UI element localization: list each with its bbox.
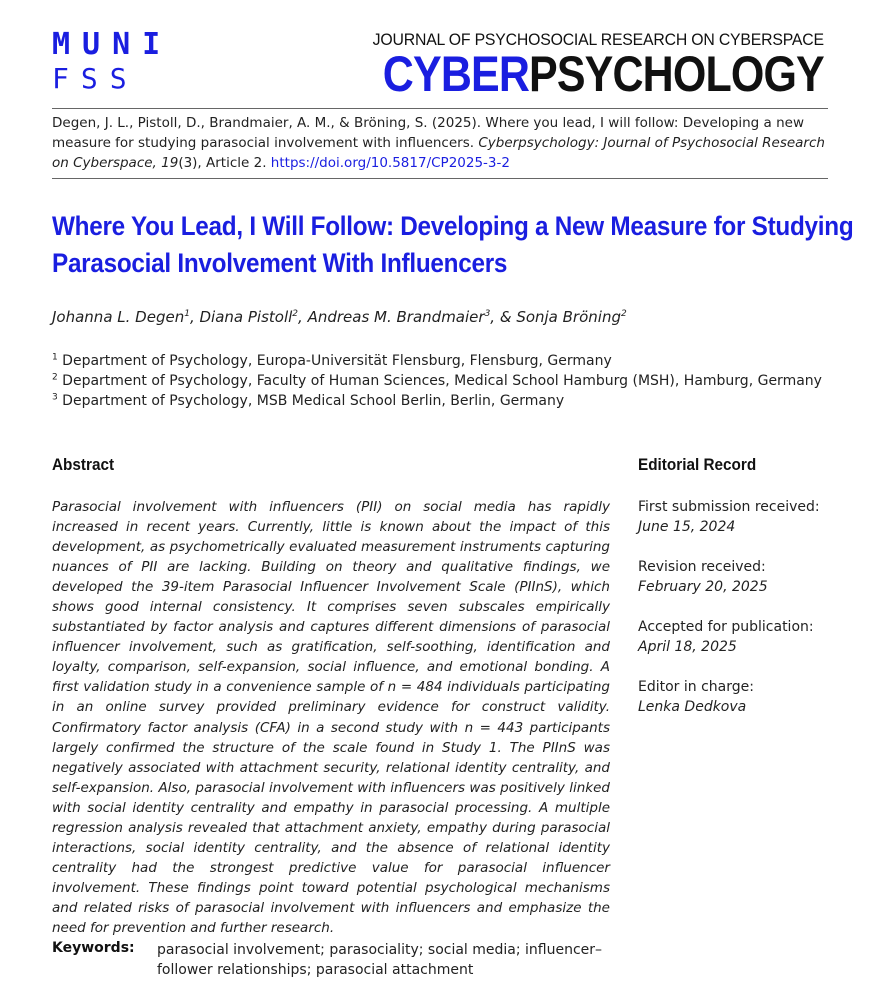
editorial-item: [638, 617, 858, 657]
affiliation-text: Department of Psychology, Europa-Universität Flensburg, Flensburg, Germany: [57, 353, 612, 369]
editorial-item: [638, 497, 858, 537]
affiliation-list: [52, 351, 822, 411]
author-sep: ,: [298, 308, 308, 326]
editorial-value: April 18, 2025: [638, 639, 737, 655]
journal-masthead: [311, 30, 824, 100]
editorial-value: June 15, 2024: [638, 519, 736, 535]
author-sep: , &: [490, 308, 517, 326]
citation-text: Degen, J. L., Pistoll, D., Brandmaier, A. M., & Bröning, S. (2025). Where you lead, I will follow: Developing a new measure for studying parasocial involvement with influencers.: [52, 115, 804, 151]
journal-title: [383, 48, 824, 100]
citation-issue: (3), Article 2.: [178, 155, 271, 171]
affiliation-text: Department of Psychology, MSB Medical School Berlin, Berlin, Germany: [57, 393, 565, 409]
affiliation-item: [52, 371, 822, 391]
author-name: Andreas M. Brandmaier: [307, 308, 485, 326]
editorial-value: Lenka Dedkova: [638, 699, 747, 715]
affiliation-num: 1: [52, 352, 58, 363]
affiliation-num: 2: [52, 372, 58, 383]
editorial-label: Accepted for publication:: [638, 619, 814, 635]
author-name: Sonja Bröning: [516, 308, 621, 326]
author-list: [52, 308, 627, 326]
author-sep: ,: [189, 308, 200, 326]
author-name: Johanna L. Degen: [52, 308, 185, 326]
abstract-heading: Abstract: [52, 455, 115, 474]
citation-block: [52, 108, 828, 179]
article-title-line-2: Parasocial Involvement With Influencers: [52, 248, 508, 278]
muni-fss-logo: [52, 27, 173, 96]
journal-subtitle: JOURNAL OF PSYCHOSOCIAL RESEARCH ON CYBERSPACE: [372, 30, 824, 49]
affiliation-num: 3: [52, 392, 58, 403]
affiliation-item: [52, 391, 822, 411]
keywords-label: Keywords:: [52, 940, 135, 956]
editorial-item: [638, 677, 858, 717]
author-affil-num: 3: [484, 309, 491, 319]
author-affil-num: 2: [620, 309, 627, 319]
author-affil-num: 1: [184, 309, 190, 319]
editorial-label: Revision received:: [638, 559, 766, 575]
journal-title-part2: PSYCHOLOGY: [529, 46, 824, 102]
editorial-item: [638, 557, 858, 597]
author-name: Diana Pistoll: [199, 308, 293, 326]
affiliation-text: Department of Psychology, Faculty of Human Sciences, Medical School Hamburg (MSH), Hamburg, Germany: [57, 373, 822, 389]
journal-title-part1: CYBER: [382, 46, 530, 102]
article-title-line-1: Where You Lead, I Will Follow: Developing a New Measure for Studying: [52, 211, 854, 241]
logo-line-2: FSS: [52, 62, 139, 95]
keywords-text: parasocial involvement; parasociality; social media; influencer–follower relationships; parasocial attachment: [157, 942, 603, 978]
affiliation-item: [52, 351, 822, 371]
editorial-label: First submission received:: [638, 499, 820, 515]
editorial-record: [638, 497, 858, 737]
logo-line-1: MUNI: [52, 27, 173, 62]
editorial-record-heading: Editorial Record: [638, 455, 757, 474]
author-affil-num: 2: [292, 309, 299, 319]
citation-journal: Cyberpsychology: Journal of Psychosocial Research on Cyberspace, 19: [52, 135, 825, 171]
abstract-text: Parasocial involvement with influencers (PII) on social media has rapidly increased in recent years. Currently, little is known about the impact of this development, as psychometrically evaluated measurement instruments capturing nuances of PII are lacking. Building on theory and qualitative findings, we developed the 39-item Parasocial Influencer Involvement Scale (PIInS), which shows good internal consistency. It comprises seven subscales empirically substantiated by factor analysis and captures different dimensions of parasocial influencer involvement, such as gratification, self-soothing, identification and loyalty, comparison, self-expansion, social influence, and emotional bonding. A first validation study in a convenience sample of n = 484 individuals participating in an online survey provided preliminary evidence for construct validity. Confirmatory factor analysis (CFA) in a second study with n = 443 participants largely confirmed the structure of the scale found in Study 1. The PIInS was negatively associated with attachment security, relational identity centrality, and self-expansion. Also, parasocial involvement with influencers was positively linked with social identity centrality and empathy in parasocial processing. A multiple regression analysis revealed that attachment anxiety, empathy during parasocial interactions, social identity centrality, and the absence of relational identity centrality had the strongest predictive value for parasocial influencer involvement. These findings point toward potential psychological mechanisms and related risks of parasocial involvement with influencers and emphasize the need for prevention and further research.: [52, 499, 610, 936]
editorial-value: February 20, 2025: [638, 579, 768, 595]
doi-link[interactable]: https://doi.org/10.5817/CP2025-3-2: [270, 155, 510, 171]
editorial-label: Editor in charge:: [638, 679, 754, 695]
article-title: [52, 208, 854, 282]
